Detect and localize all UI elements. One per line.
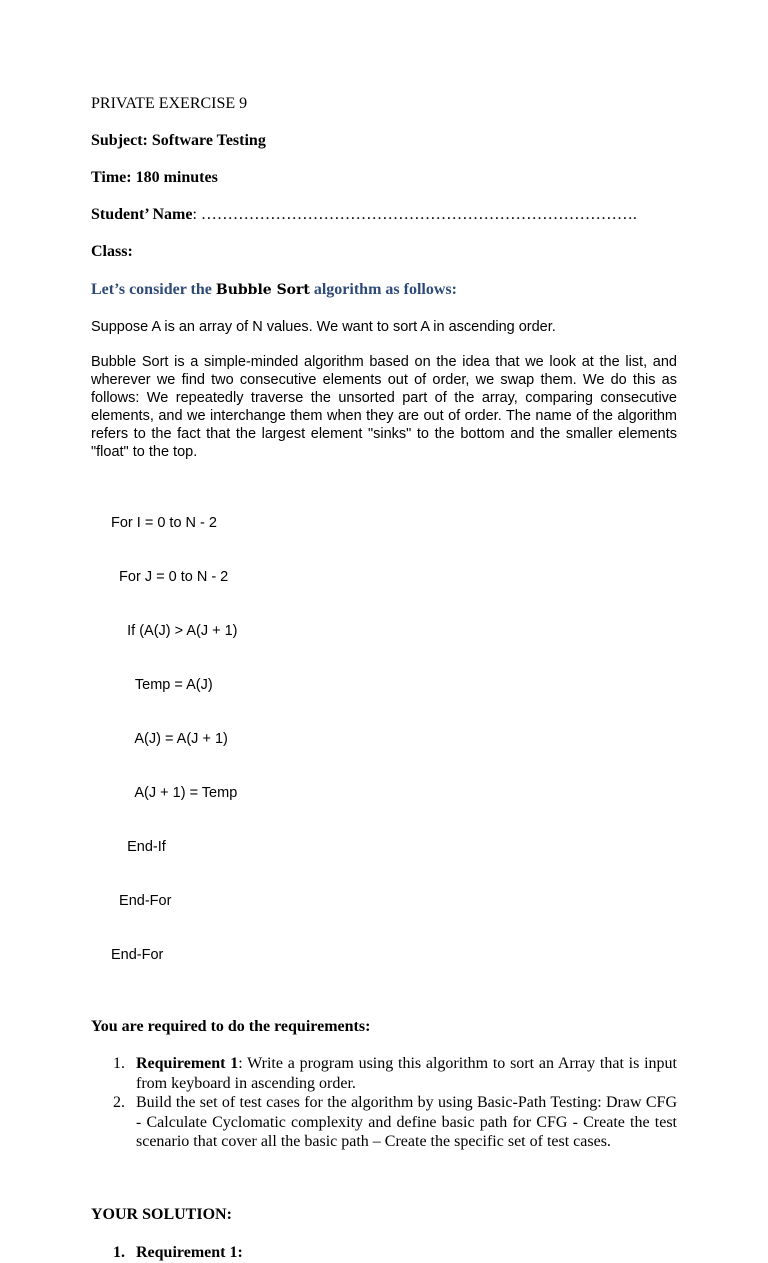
student-name-line <box>91 205 677 225</box>
pseudocode-line: For J = 0 to N - 2 <box>111 569 229 585</box>
time-label: Time: <box>91 169 132 186</box>
document-page <box>91 92 677 1263</box>
pseudocode-line: End-For <box>111 947 164 963</box>
bubble-sort-description: Bubble Sort is a simple-minded algorithm based on the idea that we look at the list, and wherever we find two consecutive elements out of order, we swap them. We do this as follows: We repeatedly traverse the unsorted part of the array, comparing consecutive elements, and we interchange them when they are out of order. The name of the algorithm refers to the fact that the largest element "sinks" to the bottom and the smaller elements "float" to the top. <box>91 354 677 460</box>
subject-label: Subject: <box>91 132 148 149</box>
solution-item <box>91 1243 677 1263</box>
pseudocode-line: Temp = A(J) <box>111 677 213 693</box>
requirement-number: 1. <box>113 1055 125 1072</box>
pseudocode-line: If (A(J) > A(J + 1) <box>111 623 238 639</box>
requirement-title: Requirement 1 <box>136 1055 239 1072</box>
requirements-list <box>91 1054 677 1152</box>
pseudocode-line: End-For <box>111 893 172 909</box>
requirement-item <box>91 1054 677 1093</box>
requirement-text: : Write a program using this algorithm to sort an Array that is input from keyboard in ascending order. <box>136 1055 678 1092</box>
requirements-heading: You are required to do the requirements: <box>91 1018 371 1035</box>
requirement-text: Build the set of test cases for the algorithm by using Basic-Path Testing: Draw CFG - Calculate Cyclomatic complexity and define basic path for CFG - Create the test scenario that cover all the basic path – Create the specific set of test cases. <box>136 1094 677 1150</box>
class-label: Class: <box>91 243 133 260</box>
pseudocode-line: A(J + 1) = Temp <box>111 785 238 801</box>
subject-value: Software Testing <box>151 132 266 149</box>
solution-heading: YOUR SOLUTION: <box>91 1205 232 1223</box>
exercise-title: PRIVATE EXERCISE 9 <box>91 95 248 112</box>
student-name-label: Student’ Name <box>91 206 193 223</box>
consider-suffix: algorithm as follows: <box>309 281 457 298</box>
student-name-value: : ………………………………………………………………………. <box>192 206 637 223</box>
solution-number: 1. <box>113 1243 125 1261</box>
consider-algorithm-name: Bubble Sort <box>215 282 310 298</box>
time-line <box>91 168 677 188</box>
solution-label: Requirement 1: <box>136 1243 243 1261</box>
pseudocode-line: End-If <box>111 839 166 855</box>
pseudocode-block <box>111 478 677 1000</box>
consider-heading <box>91 280 677 300</box>
time-value: 180 minutes <box>135 169 218 186</box>
pseudocode-line: For I = 0 to N - 2 <box>111 515 217 531</box>
pseudocode-line: A(J) = A(J + 1) <box>111 731 228 747</box>
requirement-item <box>91 1093 677 1152</box>
subject-line <box>91 131 677 151</box>
requirement-number: 2. <box>113 1094 125 1111</box>
consider-prefix: Let’s consider the <box>91 281 216 298</box>
suppose-paragraph: Suppose A is an array of N values. We want to sort A in ascending order. <box>91 319 556 335</box>
